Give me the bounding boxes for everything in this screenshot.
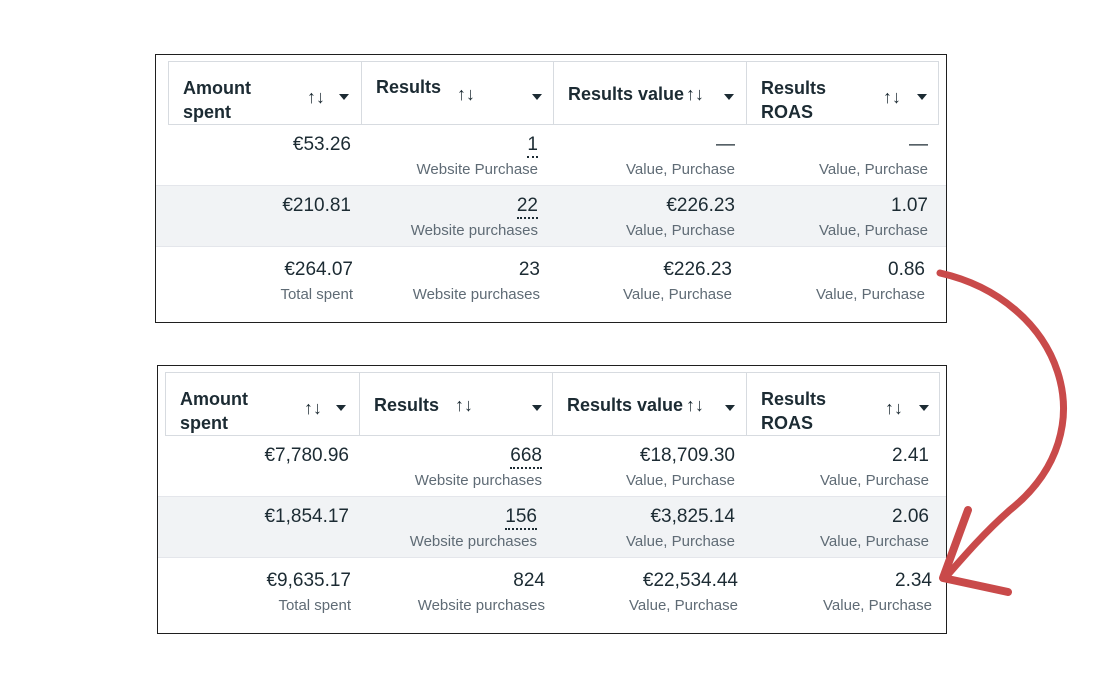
results-value-label: Value, Purchase	[629, 597, 738, 614]
column-header-label: Amount spent	[183, 78, 251, 122]
column-header-label: Results	[376, 77, 442, 97]
total-roas: 0.86	[888, 259, 925, 280]
results-value-label: Value, Purchase	[626, 161, 735, 178]
results-label: Website purchases	[409, 533, 537, 550]
total-roas: 2.34	[895, 570, 932, 591]
column-header-label: Results value	[567, 395, 684, 415]
roas-value: 2.06	[892, 506, 929, 527]
sort-icon[interactable]: ↑↓	[455, 395, 473, 415]
results-link[interactable]: 668	[510, 445, 542, 469]
sort-icon[interactable]: ↑↓	[686, 84, 704, 104]
sort-icon[interactable]: ↑↓	[686, 395, 704, 415]
roas-label: Value, Purchase	[819, 161, 928, 178]
roas-value: —	[909, 134, 928, 155]
column-header-label: Results ROAS	[761, 78, 827, 122]
amount-spent-value: €1,854.17	[264, 506, 349, 527]
results-value: €3,825.14	[650, 506, 735, 527]
total-spent-label: Total spent	[278, 597, 351, 614]
roas-label: Value, Purchase	[820, 472, 929, 489]
roas-value: 1.07	[891, 195, 928, 216]
results-value-label: Value, Purchase	[626, 472, 735, 489]
results-value: €18,709.30	[639, 445, 735, 466]
results-value: €226.23	[666, 195, 735, 216]
roas-label: Value, Purchase	[816, 286, 925, 303]
roas-value: 2.41	[892, 445, 929, 466]
column-header-label: Results value	[568, 84, 685, 104]
sort-icon[interactable]: ↑↓	[307, 87, 325, 107]
roas-label: Value, Purchase	[820, 533, 929, 550]
sort-icon[interactable]: ↑↓	[457, 84, 475, 104]
results-label: Website purchases	[414, 472, 542, 489]
total-results-value: €226.23	[663, 259, 732, 280]
results-label: Website purchases	[412, 286, 540, 303]
results-label: Website purchases	[417, 597, 545, 614]
amount-spent-value: €7,780.96	[264, 445, 349, 466]
results-link[interactable]: 22	[517, 195, 538, 219]
results-link[interactable]: 156	[505, 506, 537, 530]
results-value-label: Value, Purchase	[626, 533, 735, 550]
sort-icon[interactable]: ↑↓	[883, 87, 901, 107]
results-label: Website purchases	[410, 222, 538, 239]
results-link[interactable]: 1	[527, 134, 538, 158]
sort-icon[interactable]: ↑↓	[885, 398, 903, 418]
results-value-label: Value, Purchase	[623, 286, 732, 303]
amount-spent-value: €53.26	[292, 134, 351, 155]
roas-label: Value, Purchase	[823, 597, 932, 614]
total-spent-label: Total spent	[280, 286, 353, 303]
results-value-label: Value, Purchase	[626, 222, 735, 239]
column-header-label: Results ROAS	[761, 389, 827, 433]
total-results-value: €22,534.44	[642, 570, 738, 591]
total-results: 824	[513, 570, 545, 591]
total-amount-spent: €264.07	[284, 259, 353, 280]
results-value: —	[716, 134, 735, 155]
column-header-label: Results	[374, 395, 440, 415]
amount-spent-value: €210.81	[282, 195, 351, 216]
sort-icon[interactable]: ↑↓	[304, 398, 322, 418]
roas-label: Value, Purchase	[819, 222, 928, 239]
total-results: 23	[518, 259, 540, 280]
total-amount-spent: €9,635.17	[266, 570, 351, 591]
column-header-label: Amount spent	[180, 389, 248, 433]
results-label: Website Purchase	[416, 161, 538, 178]
